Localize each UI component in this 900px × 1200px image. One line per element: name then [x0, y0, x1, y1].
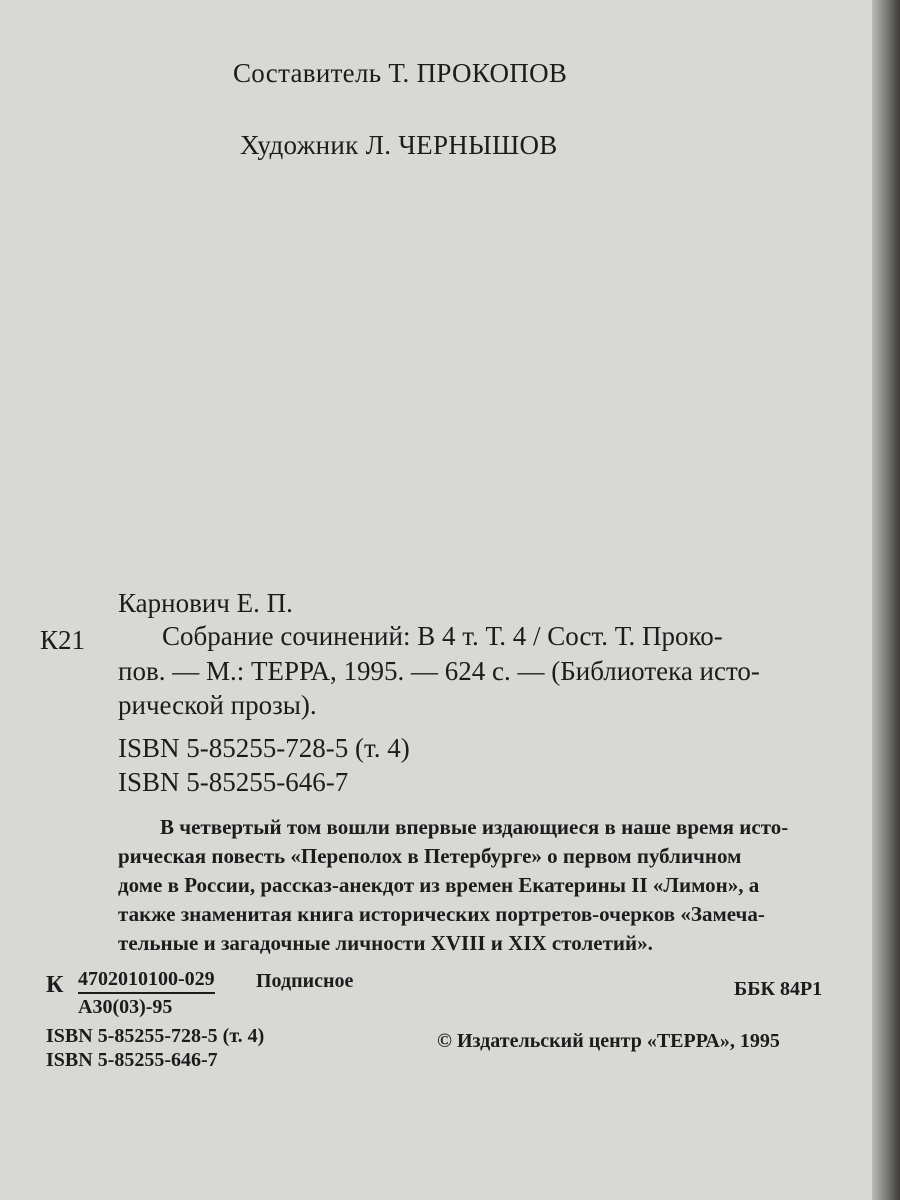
- imprint-k-letter: К: [46, 972, 64, 998]
- imprint-isbn: ISBN 5-85255-728-5 (т. 4): [46, 1025, 265, 1047]
- imprint-code-bottom: А30(03)-95: [78, 996, 173, 1018]
- annotation-line: тельные и загадочные личности XVIII и XIX столетий».: [118, 931, 653, 955]
- compiler-name: Т. ПРОКОПОВ: [388, 58, 568, 88]
- imprint-isbn: ISBN 5-85255-646-7: [46, 1049, 218, 1071]
- compiler-label: Составитель: [233, 58, 382, 88]
- catalog-code: К21: [40, 625, 86, 655]
- annotation-line: рическая повесть «Переполох в Петербурге» о первом публичном: [118, 844, 742, 868]
- artist-label: Художник: [240, 130, 359, 160]
- artist-name: Л. ЧЕРНЫШОВ: [365, 130, 558, 160]
- annotation-line: также знаменитая книга исторических портретов-очерков «Замеча-: [118, 902, 765, 926]
- catalog-line: рической прозы).: [118, 690, 317, 720]
- imprint-copyright: © Издательский центр «ТЕРРА», 1995: [437, 1030, 780, 1052]
- catalog-line: пов. — М.: ТЕРРА, 1995. — 624 с. — (Библиотека исто-: [118, 656, 760, 686]
- imprint-code-top: 4702010100-029: [78, 968, 215, 994]
- imprint-bbk: ББК 84Р1: [734, 978, 823, 1000]
- annotation-line: В четвертый том вошли впервые издающиеся в наше время исто-: [160, 815, 789, 839]
- compiler-credit: [233, 58, 567, 89]
- artist-credit: [240, 130, 558, 161]
- catalog-line: Собрание сочинений: В 4 т. Т. 4 / Сост. Т. Проко-: [162, 621, 723, 651]
- catalog-isbn: ISBN 5-85255-728-5 (т. 4): [118, 733, 410, 763]
- imprint-subscription: Подписное: [256, 970, 354, 992]
- catalog-isbn: ISBN 5-85255-646-7: [118, 767, 349, 797]
- catalog-author: Карнович Е. П.: [118, 588, 293, 618]
- annotation-line: доме в России, рассказ-анекдот из времен Екатерины II «Лимон», а: [118, 873, 760, 897]
- book-spine-edge: [872, 0, 900, 1200]
